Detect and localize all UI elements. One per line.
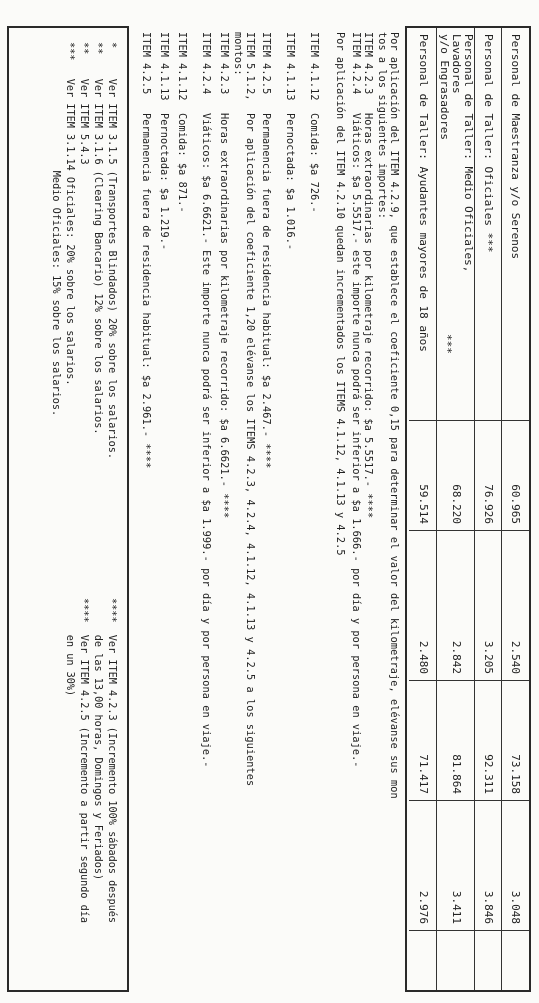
row-value: 73.158: [509, 754, 523, 794]
footnote-line: **** Ver ITEM 4.2.3 (Incremento 100% sábados después: [106, 598, 117, 924]
row-value: 2.540: [509, 640, 523, 674]
item-line: ITEM 4.2.3 Horas extraordinarias por kilometraje recorrido: $a 5.5517.- ****: [362, 32, 373, 519]
row-value: 76.926: [482, 484, 496, 524]
row-value: 2.480: [417, 640, 430, 674]
row-value: 3.411: [450, 890, 463, 924]
item-line: ITEM 4.1.12 Comida: $a 726.-: [308, 32, 319, 213]
row-value: 68.220: [450, 484, 463, 524]
item-line: ITEM 4.2.3 Horas extraordinarias por kilometraje recorrido: $a 6.6621.- ****: [218, 32, 229, 519]
wage-table: [405, 26, 531, 992]
item-line: ITEM 4.1.12 Comida: $a 871.-: [176, 32, 187, 213]
footnote-line: en un 30%): [64, 598, 75, 697]
footnote-line: ** Ver ITEM 3.1.6 (Clearing Bancario) 12% sobre los salarios.: [92, 42, 103, 435]
row-value: 59.514: [417, 484, 430, 524]
row-category-mark: ***: [441, 334, 454, 354]
footnote-line: *** Ver ITEM 3.1.14 Oficiales: 20% sobre los salarios.: [64, 42, 75, 386]
row-value: 3.846: [482, 890, 496, 924]
item-line: ITEM 4.2.5 Permanencia fuera de residencia habitual: $a 2.961.- ****: [140, 32, 151, 469]
row-value: 81.864: [450, 754, 463, 794]
footnote-line: de las 13,00 horas, Domingos y Feriados): [92, 598, 103, 881]
row-value: 92.311: [482, 754, 496, 794]
row-category: Personal de Taller: Medio Oficiales, Lavadores y/o Engrasadores: [438, 34, 475, 273]
column-divider: [437, 930, 475, 931]
paragraph-kilometraje-line1: Por aplicación del ITEM 4.2.9, que establece el coeficiente 0,15 para determinar el valor del kilometraje, elévanse sus mon: [388, 32, 399, 799]
row-value: 3.048: [509, 890, 523, 924]
row-value: 2.976: [417, 890, 430, 924]
paragraph-item-4-2-10: Por aplicación del ITEM 4.2.10 quedan incrementados los ITEMS 4.1.12, 4.1.13 y 4.2.5: [334, 32, 345, 556]
footnote-line: **** Ver ITEM 4.2.5 (Incremento a partir segundo día: [78, 598, 89, 924]
row-category: Personal de Taller: Oficiales ***: [482, 34, 496, 253]
table-row: [409, 28, 437, 990]
row-category: Personal de Taller: Ayudantes mayores de 18 años: [417, 34, 430, 352]
row-value: 3.205: [482, 640, 496, 674]
column-divider: [409, 930, 437, 931]
table-row: [474, 28, 502, 990]
paragraph-kilometraje-line2: tos a los siguientes importes:: [376, 32, 387, 220]
item-line: ITEM 4.2.4 Viáticos: $a 6.6621.- Este importe nunca podrá ser inferior a $a 1.999.- por día y por persona en viaje.-: [200, 32, 211, 768]
paragraph-item-5-1-2-line1: ITEM 5.1.2, Por aplicación del coeficiente 1,20 elévanse los ITEMS 4.2.3, 4.2.4, 4.1.12, 4.1.13 y 4.2.5 a los siguientes: [244, 32, 255, 787]
column-divider: [502, 930, 529, 931]
item-line: ITEM 4.2.5 Permanencia fuera de residencia habitual: $a 2.467.- ****: [260, 32, 271, 469]
table-row: [501, 28, 529, 990]
row-value: 71.417: [417, 754, 430, 794]
footnotes-box: [7, 26, 129, 992]
row-value: 60.965: [509, 484, 523, 524]
table-row: [436, 28, 475, 990]
footnote-line: Medio Oficiales: 15% sobre los salarios.: [50, 42, 61, 417]
column-divider: [475, 930, 502, 931]
item-line: ITEM 4.1.13 Pernoctada: $a 1.016.-: [284, 32, 295, 251]
row-category: Personal de Maestranza y/o Serenos: [509, 34, 523, 260]
footnote-line: ** Ver ITEM 5.4.3: [78, 42, 89, 165]
footnote-line: * Ver ITEM 3.1.5 (Transportes Blindados) 20% sobre los salarios.: [106, 42, 117, 460]
paragraph-item-5-1-2-line2: montos:: [232, 32, 243, 76]
row-value: 2.842: [450, 640, 463, 674]
item-line: ITEM 4.2.4 Viáticos: $a 5.5517.- este importe nunca podrá ser inferior a $a 1.666.- por día y por persona en viaje.-: [350, 32, 361, 768]
item-line: ITEM 4.1.13 Pernoctada: $a 1.219.-: [158, 32, 169, 251]
